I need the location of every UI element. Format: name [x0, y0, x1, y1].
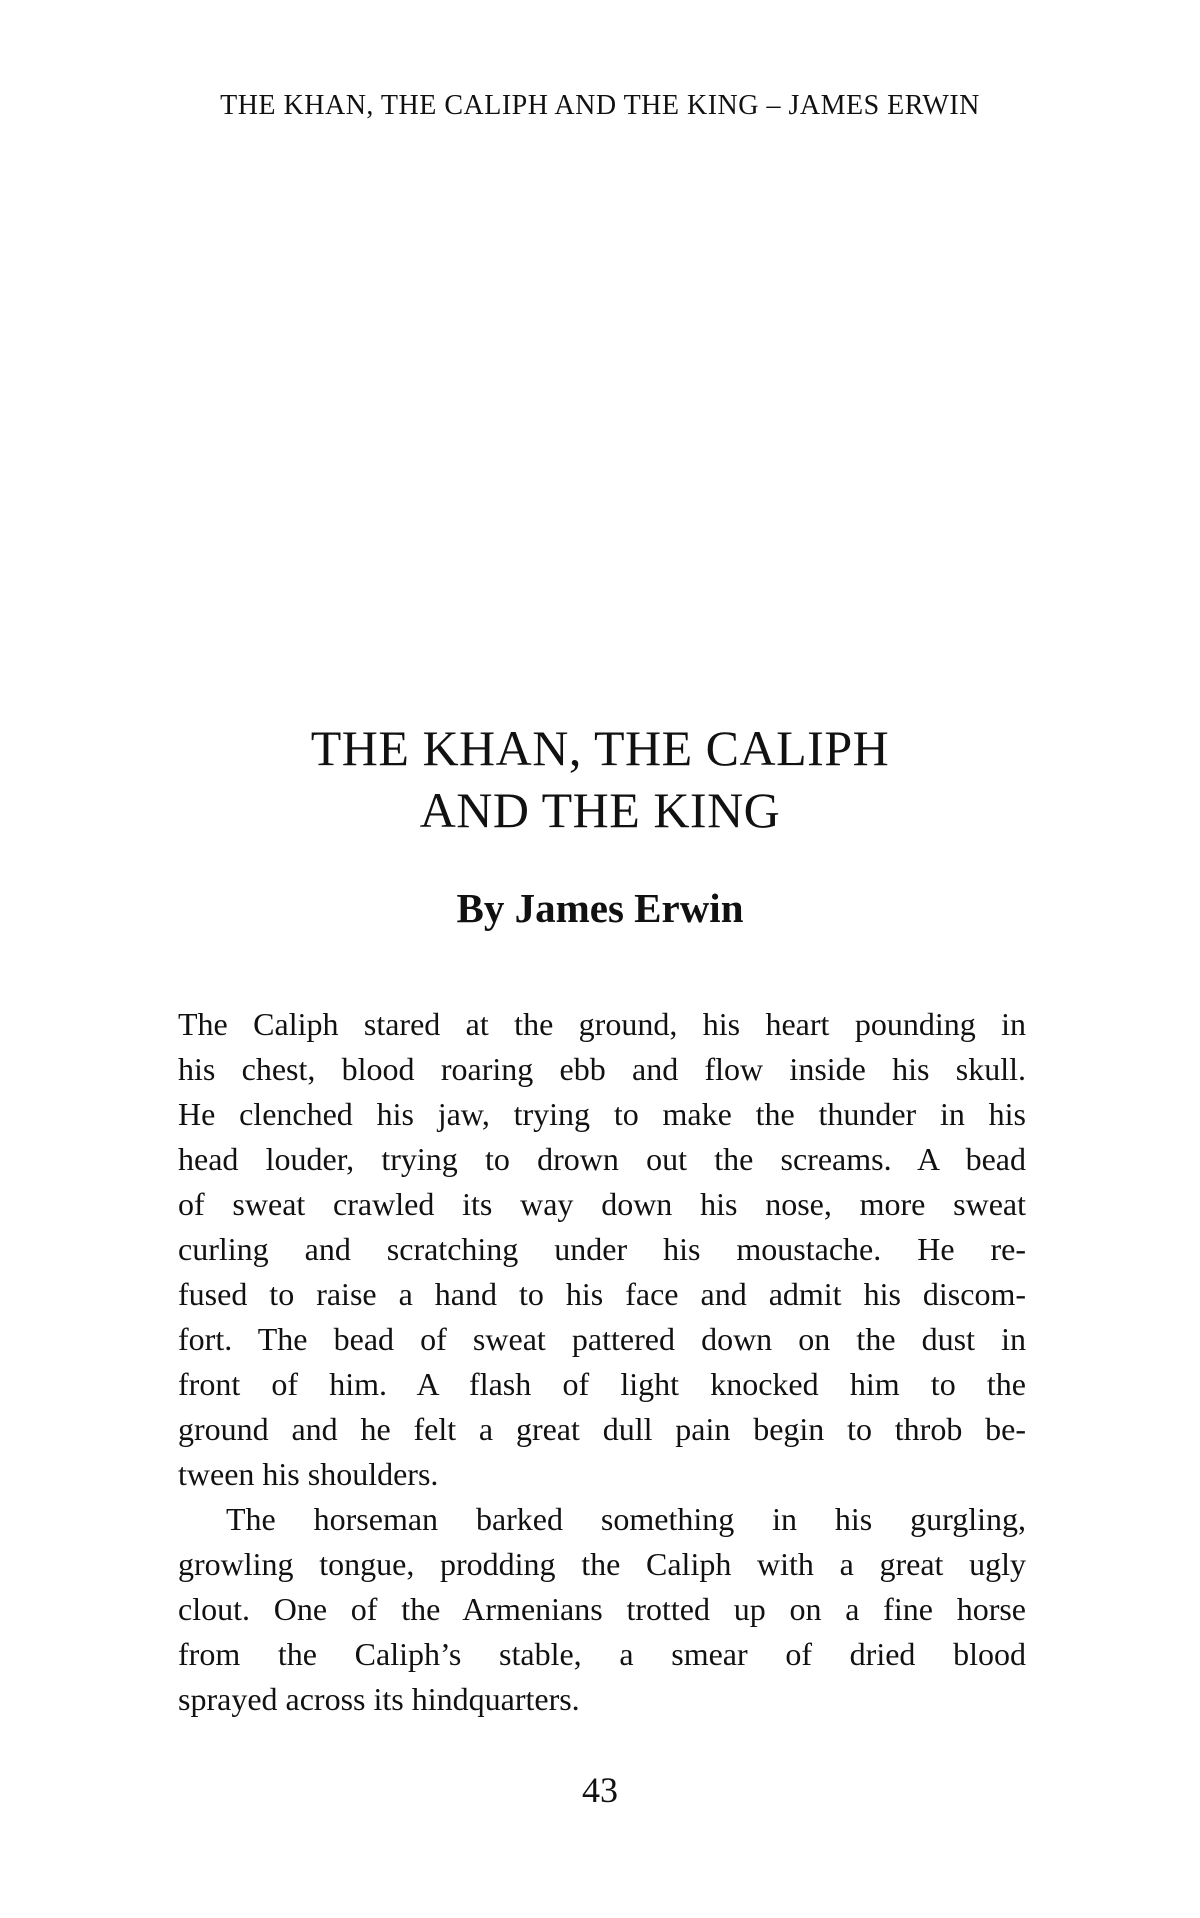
- text-line: front of him. A flash of light knocked him to the: [178, 1366, 1026, 1402]
- text-line: curling and scratching under his moustache. He re-: [178, 1231, 1026, 1267]
- running-header: THE KHAN, THE CALIPH AND THE KING – JAMES ERWIN: [220, 90, 980, 121]
- body-text: [178, 1002, 1026, 1722]
- paragraph: [178, 1002, 1026, 1497]
- text-line: tween his shoulders.: [178, 1456, 439, 1492]
- chapter-title-line-1: THE KHAN, THE CALIPH: [310, 720, 890, 776]
- text-line: of sweat crawled its way down his nose, more sweat: [178, 1186, 1026, 1222]
- text-line: head louder, trying to drown out the screams. A bead: [178, 1141, 1026, 1177]
- chapter-title: [0, 717, 1200, 841]
- text-line: growling tongue, prodding the Caliph with a great ugly: [178, 1546, 1026, 1582]
- text-line: He clenched his jaw, trying to make the thunder in his: [178, 1096, 1026, 1132]
- text-line: fort. The bead of sweat pattered down on the dust in: [178, 1321, 1026, 1357]
- text-line: clout. One of the Armenians trotted up on a fine horse: [178, 1591, 1026, 1627]
- page-number: 43: [582, 1770, 618, 1810]
- text-line: from the Caliph’s stable, a smear of dried blood: [178, 1636, 1026, 1672]
- chapter-title-line-2: AND THE KING: [419, 782, 781, 838]
- paragraph: [178, 1497, 1026, 1722]
- text-line: fused to raise a hand to his face and admit his discom-: [178, 1276, 1026, 1312]
- text-line: sprayed across its hindquarters.: [178, 1681, 580, 1717]
- text-line: The horseman barked something in his gurgling,: [226, 1501, 1026, 1537]
- text-line: ground and he felt a great dull pain begin to throb be-: [178, 1411, 1026, 1447]
- byline: By James Erwin: [456, 885, 744, 931]
- text-line: The Caliph stared at the ground, his heart pounding in: [178, 1006, 1026, 1042]
- text-line: his chest, blood roaring ebb and flow inside his skull.: [178, 1051, 1026, 1087]
